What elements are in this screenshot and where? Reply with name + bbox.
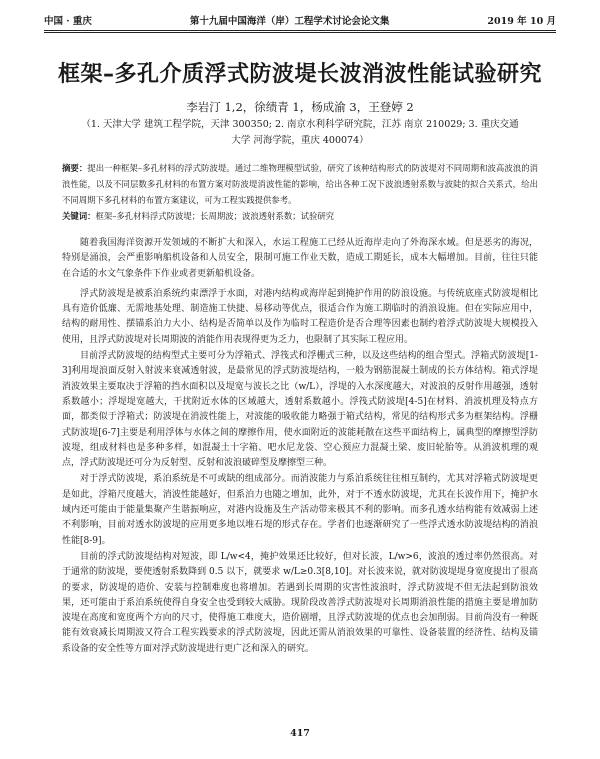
affiliations: [60, 117, 540, 149]
author-list: 李岩汀 1,2，徐绩青 1，杨成渝 3，王登婷 2: [186, 100, 414, 114]
header-rule-thin: [44, 32, 556, 33]
running-header: [44, 12, 556, 28]
abstract: [62, 160, 538, 208]
abstract-label: 摘要：: [62, 163, 88, 173]
header-date: 2019 年 10 月: [487, 16, 556, 27]
header-location: 中国 · 重庆: [44, 16, 92, 27]
body-text: [62, 236, 538, 658]
paragraph-5: 目前的浮式防波堤结构对短波，即 L/w<4，掩护效果还比较好，但对长波，L/w>6，波浪的透过率仍然很高。对于通常的防波堤，要使透射系数降到 0.5 以下，就要求 w/L≥0.3[8,10]。对长波来说，就对防波堤堤身宽度提出了很高的要求，防波堤的造价、安装与控制难度也将增加。若遇到长周期的灾害性波浪时，浮式防波堤不但无法起到防浪效果，还可能由于系泊系统使得自身安全也受到较大威胁。现阶段改善浮式防波堤对长周期消浪性能的措施主要是增加防波堤在高度和宽度两个方向的尺寸，使得施工难度大，造价剧增，且浮式防波堤的优点也会加削弱。目前尚没有一种既能有效衰减长周期波又符合工程实践要求的浮式防波堤，因此还需从消浪效果的可靠性、设备装置的经济性、结构及锚系设备的安全性等方面对浮式防波堤进行更广泛和深入的研究。: [62, 551, 538, 654]
paragraph-3: 目前浮式防波堤的结构型式主要可分为浮箱式、浮筏式和浮栅式三种，以及这些结构的组合型式。浮箱式防波堤[1-3]利用堤浪面反射入射波来衰减透射波，是最常见的浮式防波堤结构，一般为钢筋混凝土制成的长方体结构。箱式浮堤消波效果主要取决于浮箱的挡水面积以及堤宽与波长之比（w/L），浮堤的入水深度越大，对波浪的反射作用越强，透射系数越小；浮堤堤宽越大，干扰附近水体的区域越大，透射系数越小。浮筏式防波堤[4-5]在材料、消波机理及特点方面，都类似于浮箱式；防波堤在消波性能上，对波能的吸收能力略强于箱式结构，常见的结构形式多为框架结构。浮栅式防波堤[6-7]主要是利用浮体与水体之间的摩擦作用，使水面附近的波能耗散在这些平面结构上，属典型的摩擦型浮防波堤，组成材料也是多种多样，如混凝土十字箱、吧水尼龙袋、空心预应力混凝土梁、废旧轮胎等。从消波机理的观点，浮式防波堤还可分为反射型、反射和波浪破碎型及摩擦型三种。: [62, 351, 538, 469]
keywords-label: 关键词：: [62, 211, 96, 221]
paper-title: 框架–多孔介质浮式防波堤长波消波性能试验研究: [57, 62, 542, 87]
paragraph-1: 随着我国海洋资源开发领域的不断扩大和深入，水运工程施工已经从近海岸走向了外海深水域。但是恶劣的海况，特别是涌浪，会严重影响船机设备和人员安全，限制可施工作业天数，造成工期延长，成本大幅增加。目前，往往只能在合适的水文气象条件下作业或者更新船机设备。: [62, 238, 538, 279]
affiliation-line-1: （1. 天津大学 建筑工程学院，天津 300350; 2. 南京水利科学研究院，江苏 南京 210029; 3. 重庆交通: [81, 119, 519, 130]
header-proceedings: 第十九届中国海洋（岸）工程学术讨论会论文集: [189, 16, 390, 27]
paragraph-2: 浮式防波堤是被系泊系统约束漂浮于水面，对港内结构或海岸起到掩护作用的防浪设施。与传统底座式防波堤相比具有造价低廉、无需地基处理、制造施工快捷、易移动等优点，很适合作为施工期临时的消浪设施。但在实际应用中，结构的耐用性、摆锚系泊力大小、结构是否简单以及作为临时工程造价是否合理等因素也制约着浮式防波堤大规模投入使用，且浮式防波堤对长周期波的消能作用表现得更为乏力，也限制了其实际工程应用。: [62, 288, 538, 345]
keywords-text: 框架–多孔材料浮式防波堤；长周期波；波浪透射系数；试验研究: [95, 211, 335, 221]
paragraph-4: 对于浮式防波堤，系泊系统是不可或缺的组成部分。而消波能力与系泊系统往往相互制约，尤其对浮箱式防波堤更是如此，浮箱尺度越大，消波性能越好，但系泊力也随之增加，此外，对于不透水防波堤，尤其在长波作用下，掩护水域内还可能由于能量集聚产生谐振响应，对港内设施及生产活动带来极其不利的影响。而多孔透水结构能有效减弱上述不利影响，目前对透水防波堤的应用更多地以堆石堤的形式存在。学者们也逐渐研究了一些浮式透水防波堤结构的消浪性能[8-9]。: [62, 474, 538, 546]
header-rule: [44, 30, 556, 31]
keywords: [62, 208, 538, 224]
affiliation-line-2: 大学 河海学院，重庆 400074）: [231, 135, 369, 146]
abstract-block: [62, 160, 538, 224]
abstract-text: 提出一种框架–多孔材料的浮式防波堤。通过二维物理模型试验，研究了该种结构形式的防波堤对不同周期和波高波浪的消浪性能，以及不同层数多孔材料的布置方案对防波堤消波性能的影响，给出各种工况下波浪透射系数与波陡的拟合关系式，给出不同周期下多孔材料的布置方案建议，可为工程实践提供参考。: [62, 163, 539, 205]
page-number: 417: [290, 728, 310, 739]
